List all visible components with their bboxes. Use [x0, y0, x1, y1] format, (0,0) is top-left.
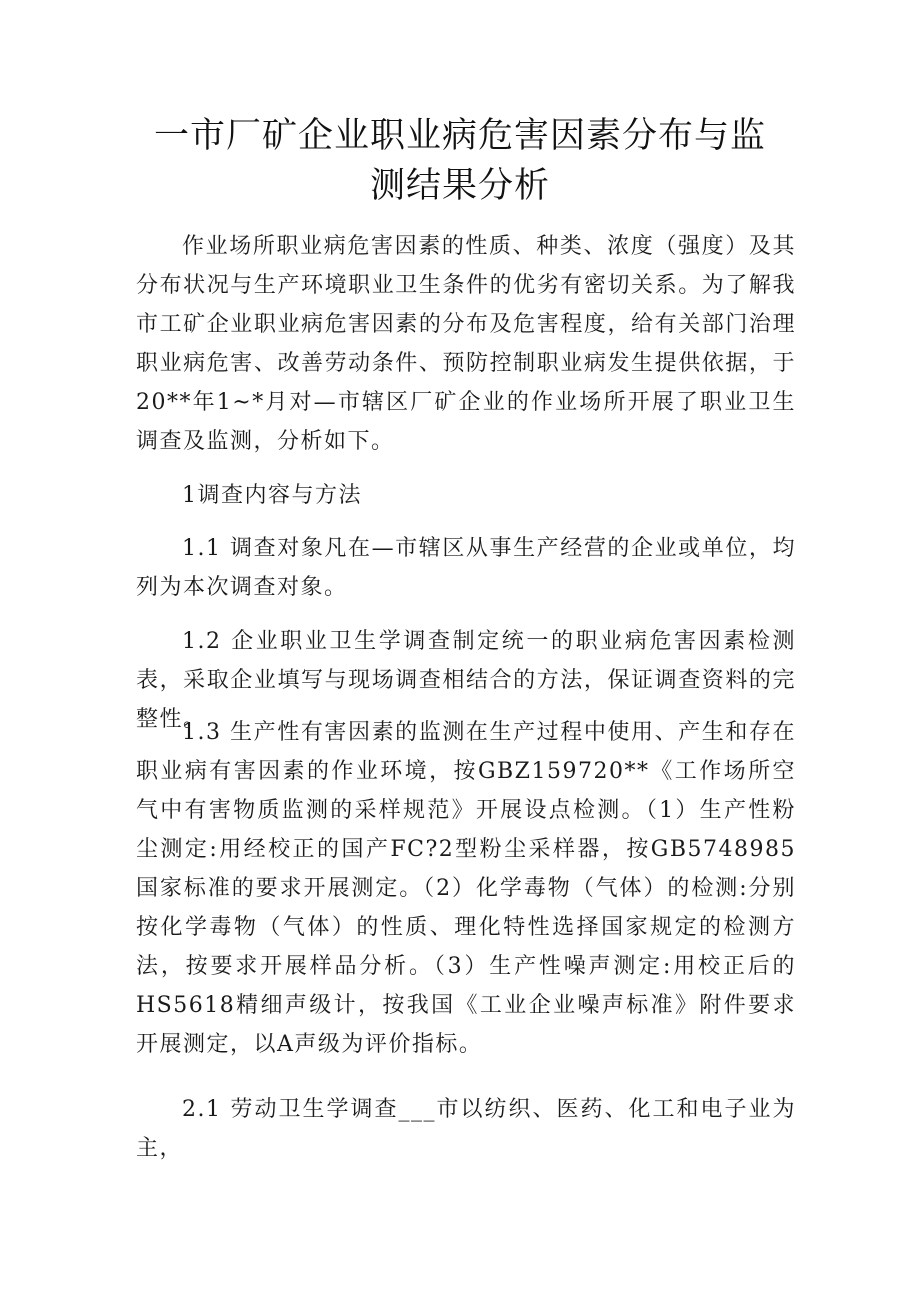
section-heading-1: 1调查内容与方法	[182, 483, 362, 508]
intro-paragraph: 作业场所职业病危害因素的性质、种类、浓度（强度）及其分布状况与生产环境职业卫生条件的优劣有密切关系。为了解我市工矿企业职业病危害因素的分布及危害程度，给有关部门治理职业病危害、改善劳动条件、预防控制职业病发生提供依据，于20**年1~*月对—市辖区厂矿企业的作业场所开展了职业卫生调查及监测，分析如下。	[136, 234, 796, 454]
document-title-line-1: 一市厂矿企业职业病危害因素分布与监	[153, 116, 766, 156]
paragraph-1-2: 1.2 企业职业卫生学调查制定统一的职业病危害因素检测表，采取企业填写与现场调查相结合的方法，保证调查资料的完整性。	[136, 629, 796, 732]
document-title-line-2: 测结果分析	[369, 166, 550, 206]
paragraph-2-1: 2.1 劳动卫生学调查___市以纺织、医药、化工和电子业为主，	[136, 1097, 796, 1161]
paragraph-1-1: 1.1 调查对象凡在—市辖区从事生产经营的企业或单位，均列为本次调查对象。	[136, 536, 796, 600]
paragraph-1-3: 1.3 生产性有害因素的监测在生产过程中使用、产生和存在职业病有害因素的作业环境，按GBZ159720**《工作场所空气中有害物质监测的采样规范》开展设点检测。（1）生产性粉尘测定:用经校正的国产FC?2型粉尘采样器，按GB5748985国家标准的要求开展测定。（2）化学毒物（气体）的检测:分别按化学毒物（气体）的性质、理化特性选择国家规定的检测方法，按要求开展样品分析。（3）生产性噪声测定:用校正后的HS5618精细声级计，按我国《工业企业噪声标准》附件要求开展测定，以A声级为评价指标。	[136, 720, 796, 1057]
